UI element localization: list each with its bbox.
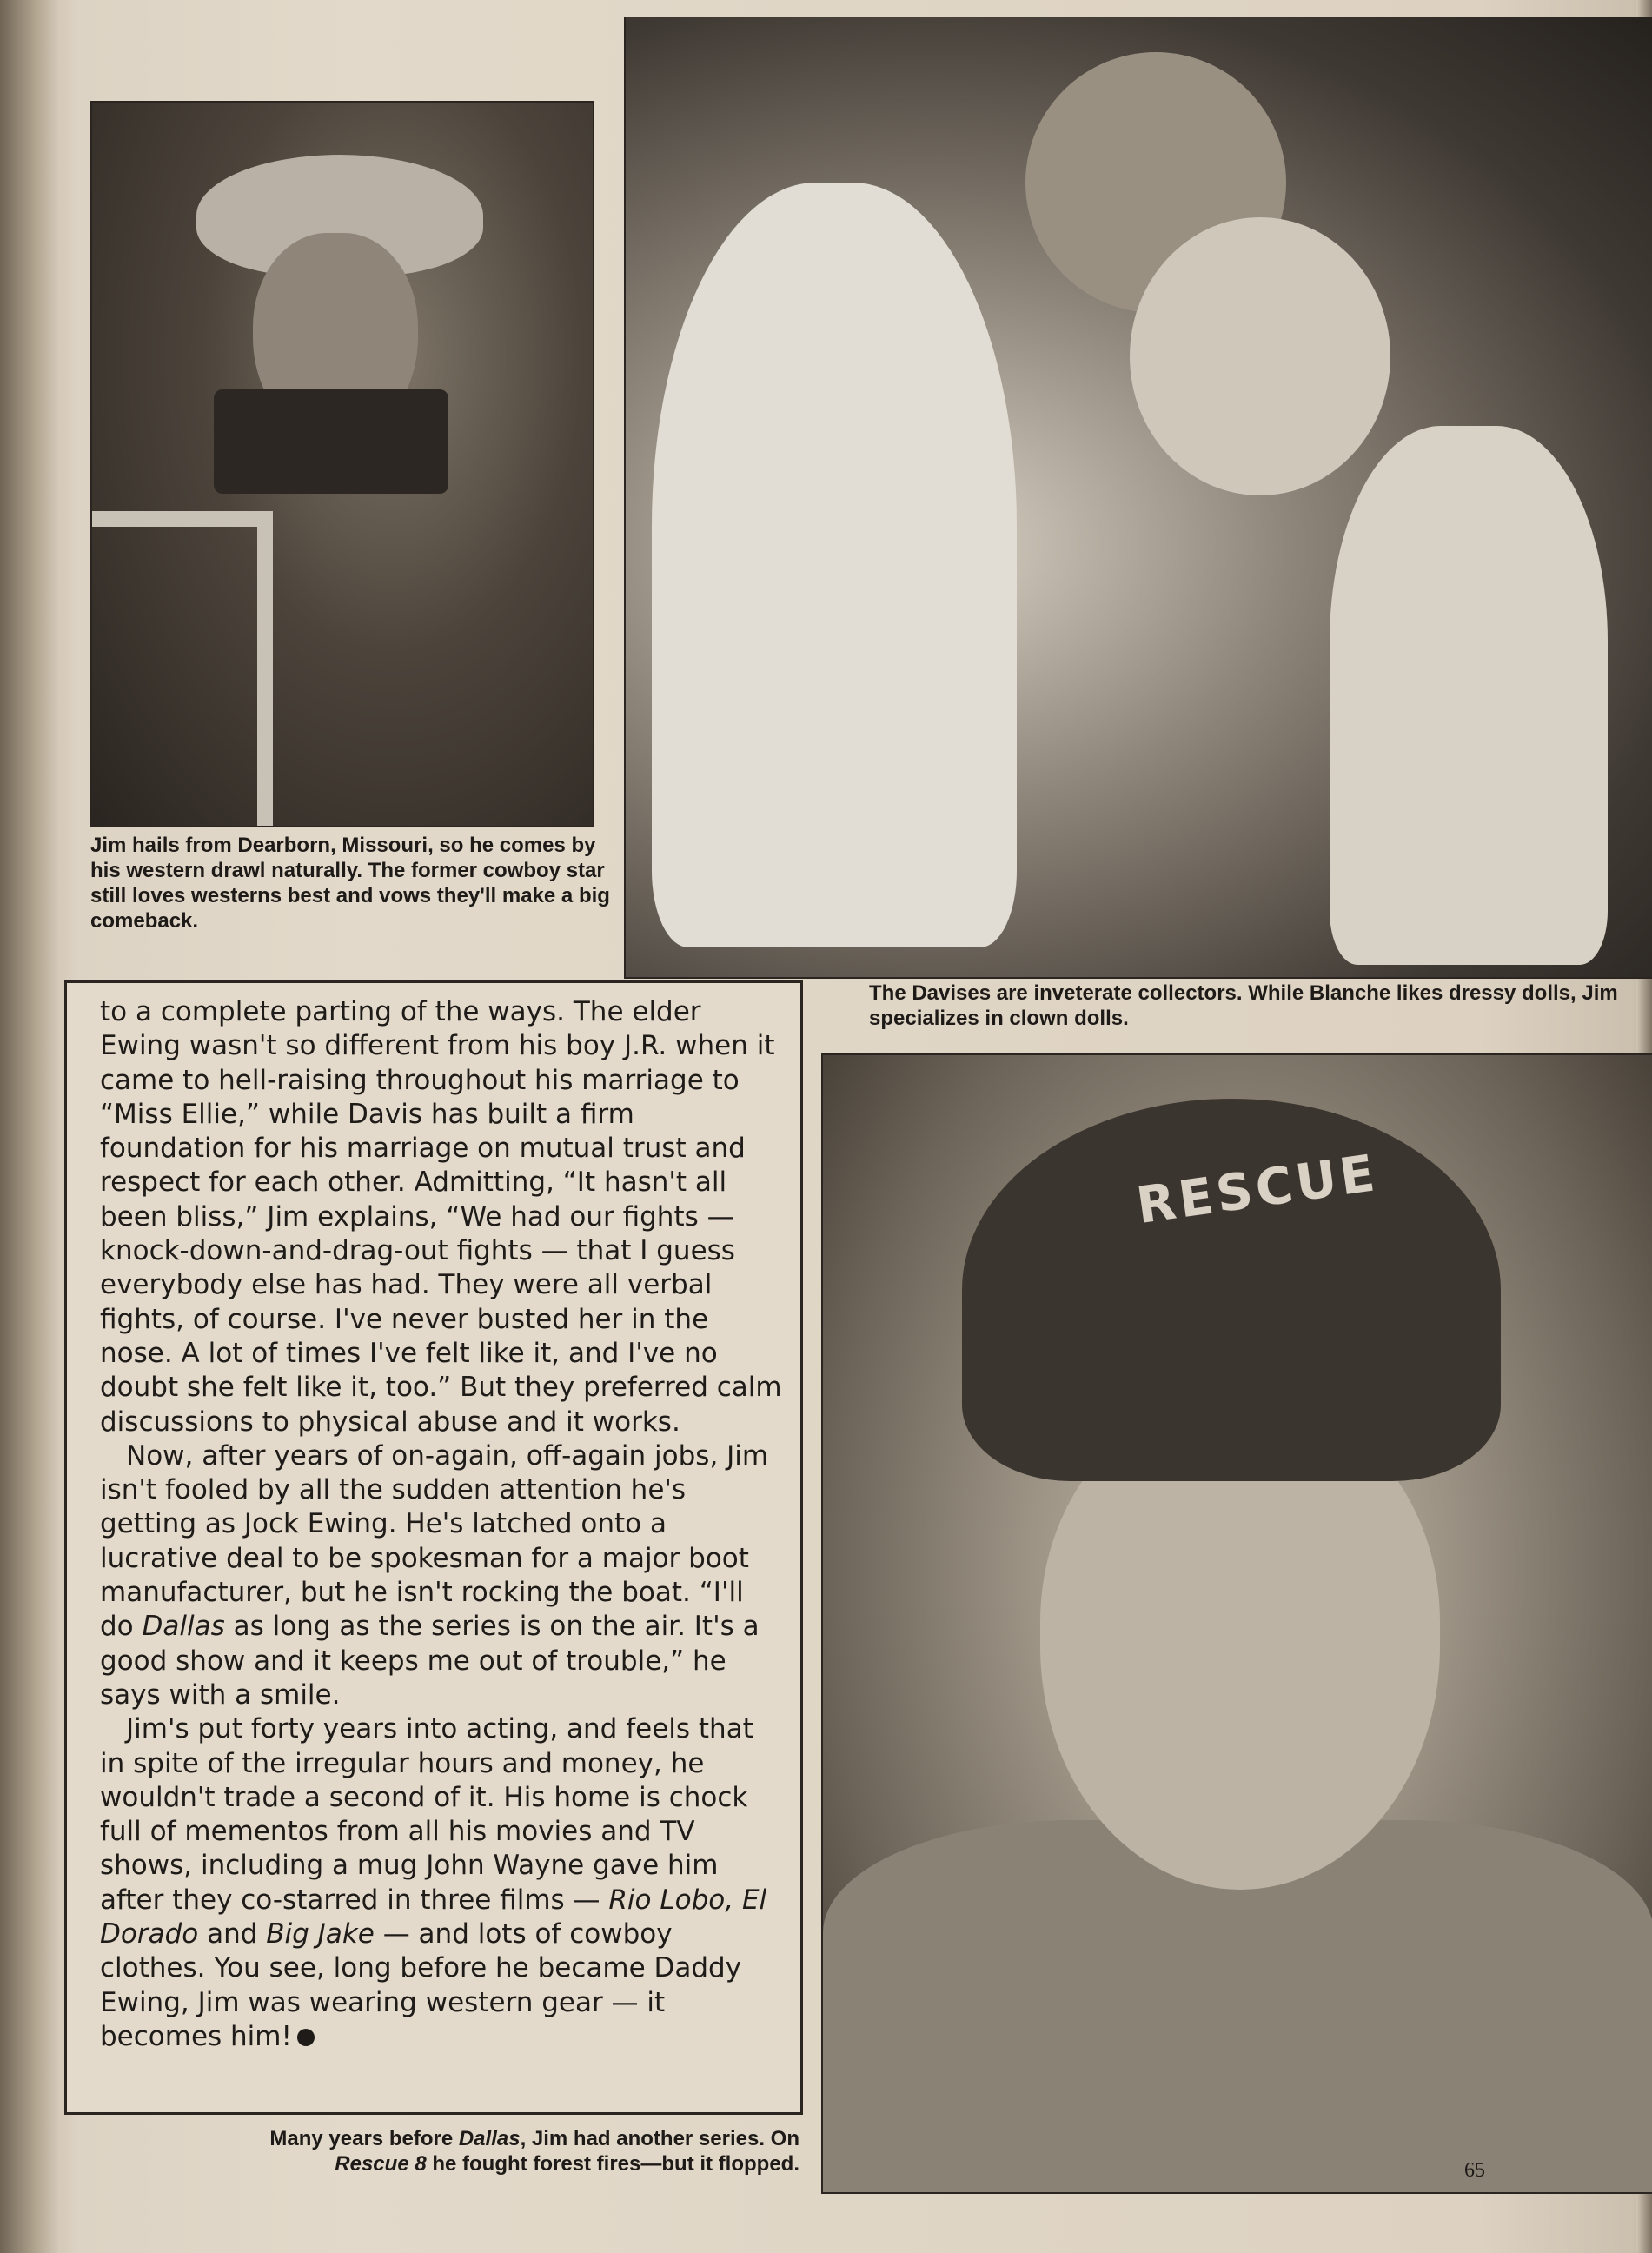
photo-davises-with-dolls bbox=[624, 17, 1652, 979]
dressy-doll-shape bbox=[1330, 426, 1608, 965]
end-bullet-icon bbox=[297, 2029, 315, 2046]
photo-rescue-8-portrait bbox=[821, 1053, 1652, 2194]
caption-dolls: The Davises are inveterate collectors. While Blanche likes dressy dolls, Jim specializes in clown dolls. bbox=[869, 981, 1618, 1030]
photo-cowboy-portrait bbox=[90, 101, 594, 827]
helmet-lettering: RESCUE bbox=[1132, 1142, 1382, 1236]
article-text-box bbox=[64, 980, 803, 2115]
article-paragraph-3: Jim's put forty years into acting, and feels that in spite of the irregular hours and money, he wouldn't trade a second of it. His home is chock full of mementos from all his movies and TV shows, including a mug John Wayne gave him after they co-starred in three films — Rio Lobo, El Dorado and Big Jake — and lots of cowboy clothes. You see, long before he became Daddy Ewing, Jim was wearing western gear — it becomes him! bbox=[100, 1713, 767, 2052]
page-number: 65 bbox=[1464, 2159, 1485, 2182]
fence-rail-shape bbox=[92, 511, 273, 827]
neckerchief-shape bbox=[214, 389, 448, 494]
helmet-shape bbox=[962, 1099, 1501, 1481]
woman-shape bbox=[1130, 217, 1390, 495]
bride-doll-shape bbox=[652, 183, 1017, 947]
caption-rescue: Many years before Dallas, Jim had another series. On Rescue 8 he fought forest fires—but it flopped. bbox=[269, 2127, 799, 2176]
article-paragraph-1: to a complete parting of the ways. The elder Ewing wasn't so different from his boy J.R. when it came to hell-raising throughout his marriage to “Miss Ellie,” while Davis has built a firm foundation for his marriage on mutual trust and respect for each other. Admitting, “It hasn't all been bliss,” Jim explains, “We had our fights — knock-down-and-drag-out fights — that I guess everybody else has had. They were all verbal fights, of course. I've never busted her in the nose. A lot of times I've felt like it, and I've no doubt she felt like it, too.” But they preferred calm discussions to physical abuse and it works. bbox=[100, 996, 782, 1438]
caption-cowboy: Jim hails from Dearborn, Missouri, so he comes by his western drawl naturally. The former cowboy star still loves westerns best and vows they'll make a big comeback. bbox=[90, 834, 610, 933]
binding-gutter bbox=[0, 0, 61, 2253]
article-paragraph-2: Now, after years of on-again, off-again jobs, Jim isn't fooled by all the sudden attention he's getting as Jock Ewing. He's latched onto a lucrative deal to be spokesman for a major boot manufacturer, but he isn't rocking the boat. “I'll do Dallas as long as the series is on the air. It's a good show and it keeps me out of trouble,” he says with a smile. bbox=[100, 1439, 769, 1711]
